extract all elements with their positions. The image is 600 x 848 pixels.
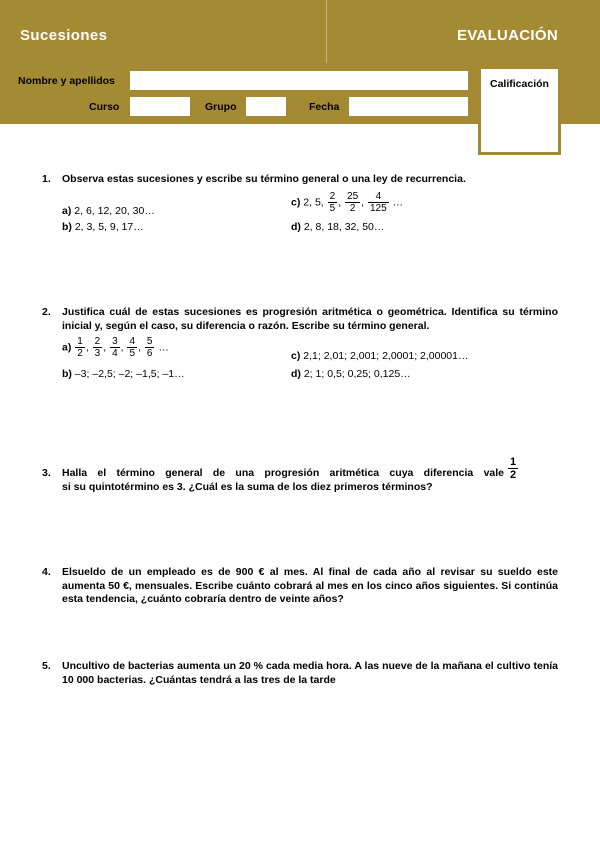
question-4 xyxy=(42,566,558,608)
question-text-cont: si su quintotérmino es 3. ¿Cuál es la suma de los diez primeros términos? xyxy=(62,480,433,493)
course-field[interactable] xyxy=(130,97,190,116)
question-text: Observa estas sucesiones y escribe su término general o una ley de recurrencia. xyxy=(62,173,466,185)
q2-item-c: c) 2,1; 2,01; 2,001; 2,0001; 2,00001… xyxy=(291,350,469,362)
question-number: 4. xyxy=(42,566,51,578)
q2-item-d: d) 2; 1; 0,5; 0,25; 0,125… xyxy=(291,368,411,380)
fraction: $\frac{25}{2}$ xyxy=(347,191,359,214)
fraction: $\frac{2}{5}$ xyxy=(329,191,336,214)
q1-item-b: b) 2, 3, 5, 9, 17… xyxy=(62,221,144,233)
grade-box[interactable] xyxy=(478,66,561,155)
fraction: $\frac{1}{2}$ xyxy=(77,336,83,359)
grade-label: Calificación xyxy=(490,78,549,90)
name-label: Nombre y apellidos xyxy=(18,75,115,87)
question-number: 3. xyxy=(42,467,51,479)
q2-item-b: b) –3; –2,5; –2; –1,5; –1… xyxy=(62,368,185,380)
group-label: Grupo xyxy=(205,101,237,113)
fraction: $\frac{2}{3}$ xyxy=(94,336,101,359)
question-number: 1. xyxy=(42,173,51,185)
date-field[interactable] xyxy=(349,97,468,116)
question-text: Halla el término general de una progresión aritmética cuya diferencia vale xyxy=(62,467,504,479)
q1-item-c: c) 2, 5, $\frac{2}{5}$ , $\frac{25}{2}$ , $\frac{4}{125}$ … xyxy=(291,191,404,214)
fraction: $\frac{4}{5}$ xyxy=(129,336,136,359)
question-text: Elsueldo de un empleado es de 900 € al mes. Al final de cada año al revisar su sueldo este aumenta 50 €, mensuales. Escribe cuánto cobrará al mes en los cinco años siguientes. Si continúa esta tendencia, ¿cuánto cobraría dentro de veinte años? xyxy=(62,566,558,605)
fraction: $\frac{3}{4}$ xyxy=(112,336,118,359)
fraction: 1 2 xyxy=(510,456,517,481)
question-number: 5. xyxy=(42,660,51,672)
question-1 xyxy=(42,173,558,187)
fraction: $\frac{5}{6}$ xyxy=(146,336,153,359)
question-text: Justifica cuál de estas sucesiones es progresión aritmética o geométrica. Identifica su término inicial y, según el caso, su diferencia o razón. Escribe su término general. xyxy=(62,306,558,332)
q1-item-a: a) 2, 6, 12, 20, 30… xyxy=(62,205,155,217)
name-field[interactable] xyxy=(130,71,468,90)
question-number: 2. xyxy=(42,306,51,318)
fraction: $\frac{4}{125}$ xyxy=(370,191,387,214)
q2-item-a: a) $\frac{1}{2}$ , $\frac{2}{3}$ , $\frac{3}{4}$ , $\frac{4}{5}$ , $\frac{5}{6}$ … xyxy=(62,336,169,359)
worksheet-title: Sucesiones xyxy=(20,27,108,44)
header-divider xyxy=(326,0,327,63)
question-2 xyxy=(42,306,558,334)
date-label: Fecha xyxy=(309,101,340,113)
question-3 xyxy=(42,467,558,495)
q1-item-d: d) 2, 8, 18, 32, 50… xyxy=(291,221,385,233)
course-label: Curso xyxy=(89,101,120,113)
section-title: EVALUACIÓN xyxy=(456,27,558,44)
group-field[interactable] xyxy=(246,97,286,116)
question-text: Uncultivo de bacterias aumenta un 20 % cada media hora. A las nueve de la mañana el cultivo tenía 10 000 bacterias. ¿Cuántas tendrá a las tres de la tarde xyxy=(62,660,558,686)
question-5 xyxy=(42,660,558,688)
